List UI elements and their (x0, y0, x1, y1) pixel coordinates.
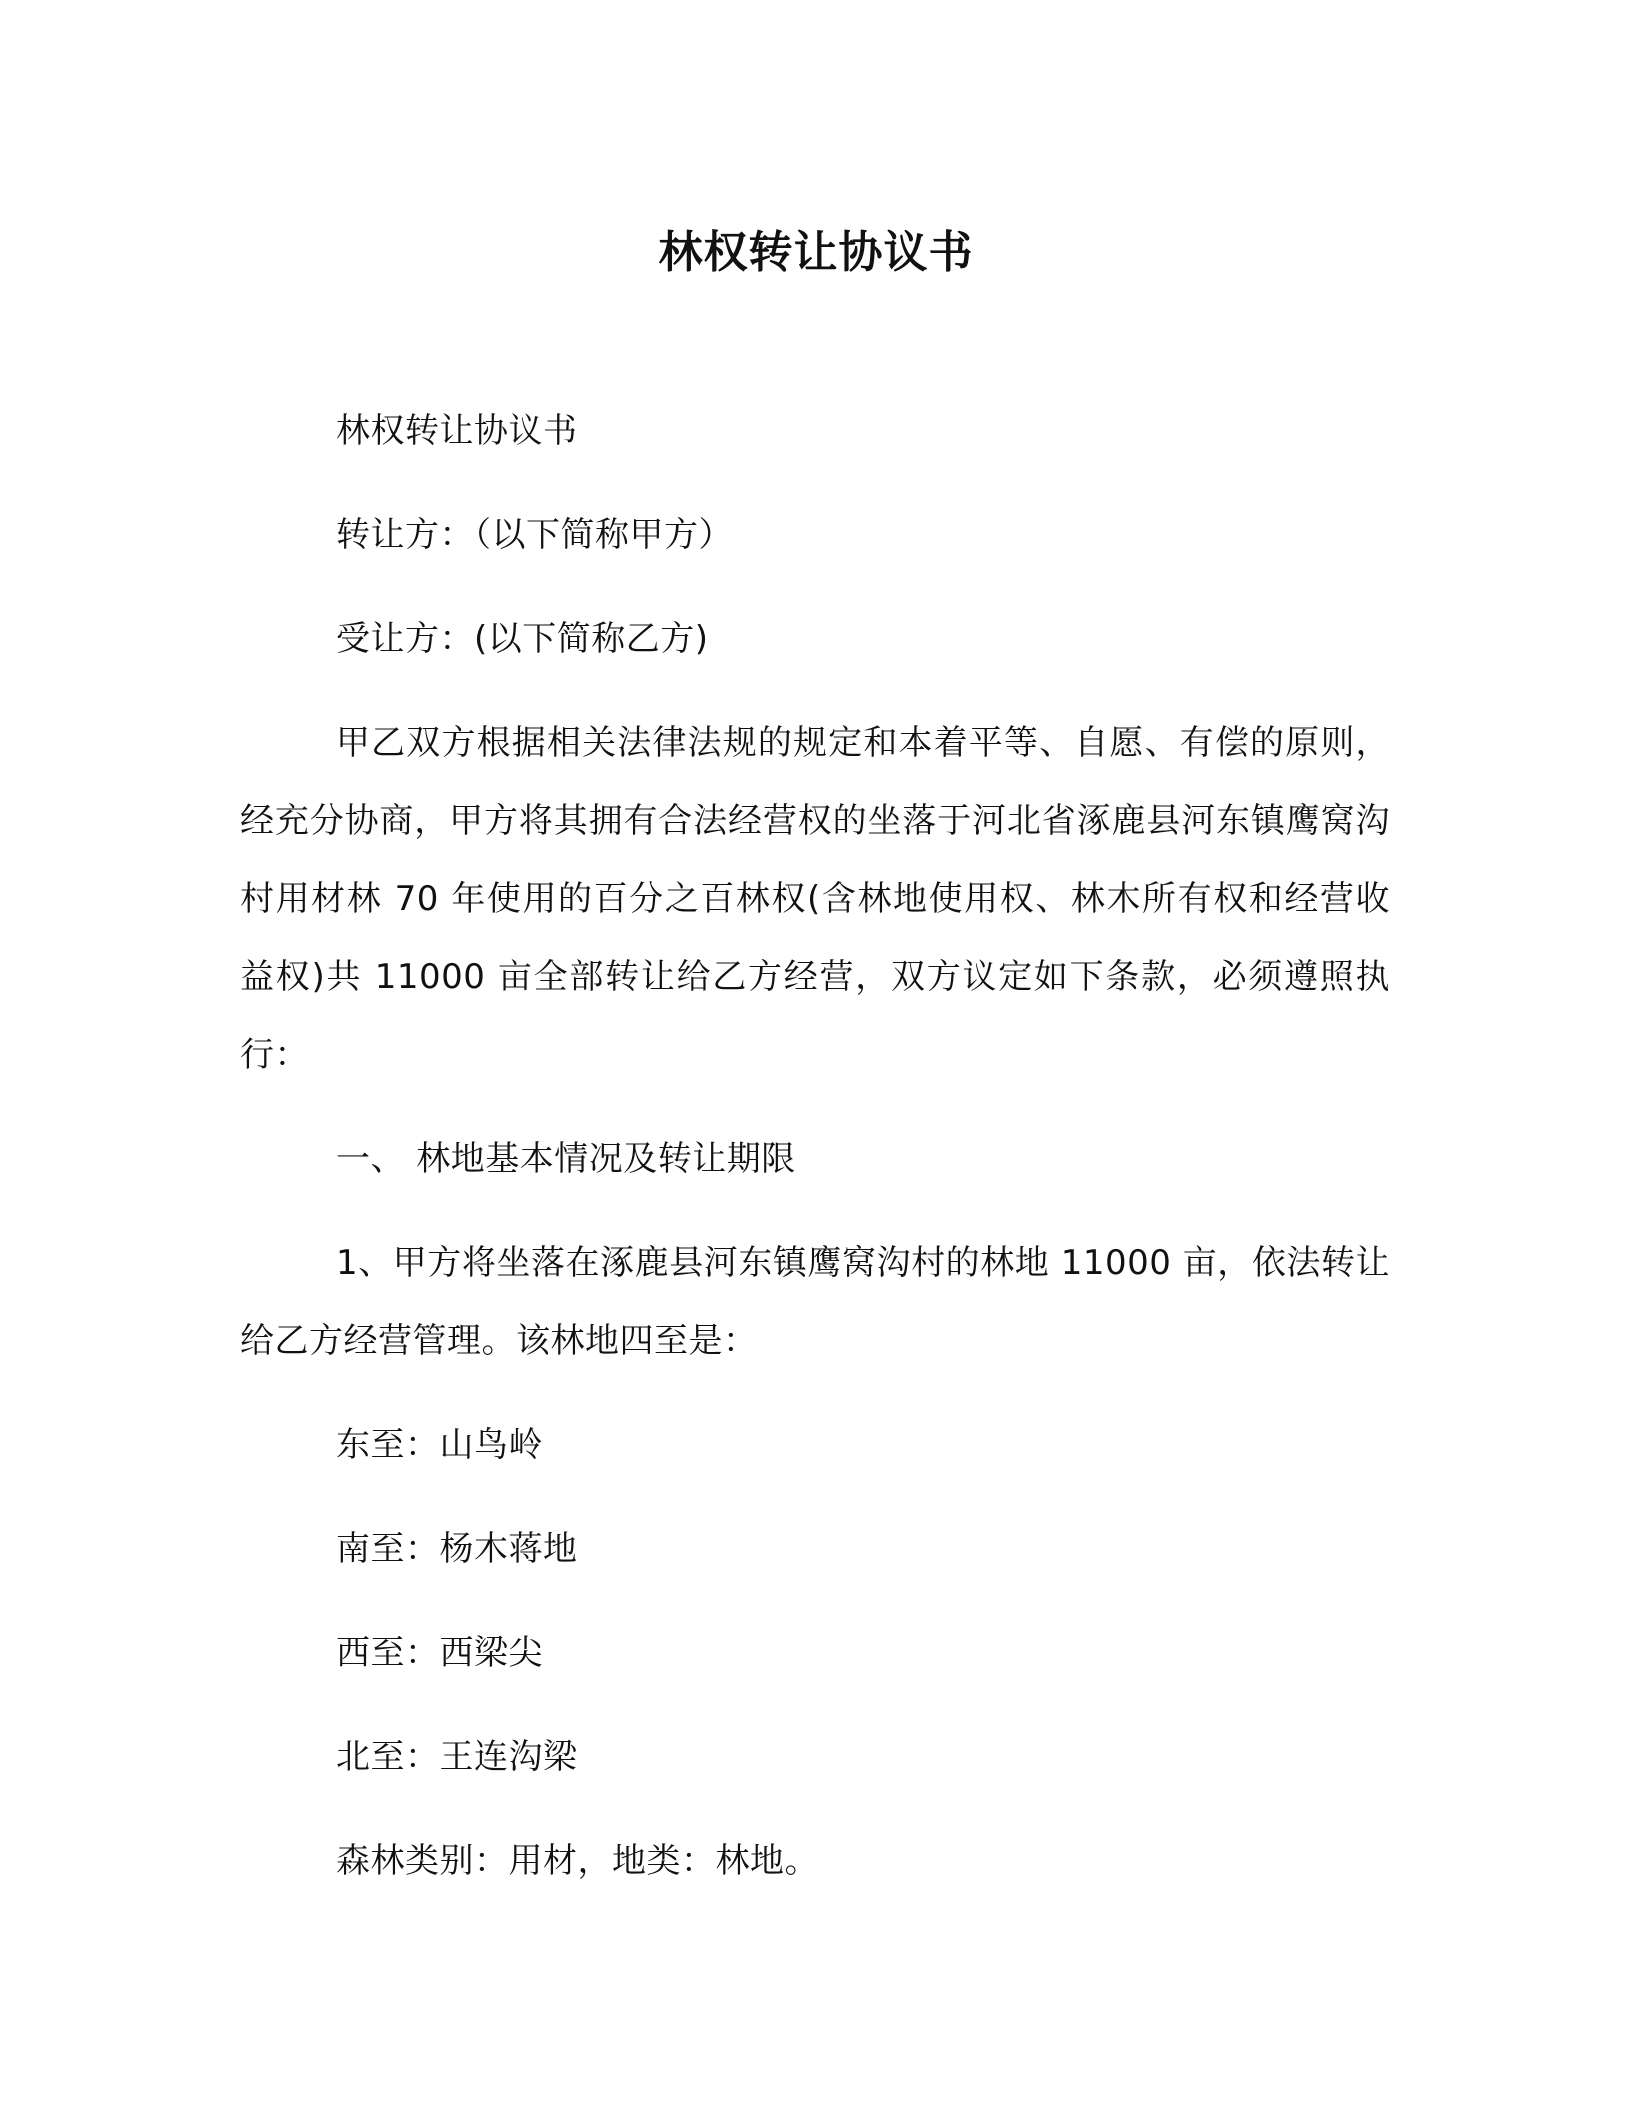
paragraph-transferee: 受让方：(以下简称乙方) (336, 619, 709, 659)
boundary-south: 南至：杨木蒋地 (336, 1529, 578, 1569)
document-body (240, 392, 1390, 1926)
paragraph-clause-1: 1、甲方将坐落在涿鹿县河东镇鹰窝沟村的林地 11000 亩，依法转让给乙方经营管理。该林地四至是： (240, 1243, 1390, 1361)
paragraph-transferor: 转让方：（以下简称甲方） (336, 515, 733, 555)
forest-category: 森林类别：用材，地类：林地。 (336, 1841, 819, 1881)
boundary-north: 北至：王连沟梁 (336, 1737, 578, 1777)
paragraph-preamble: 甲乙双方根据相关法律法规的规定和本着平等、自愿、有偿的原则，经充分协商，甲方将其拥有合法经营权的坐落于河北省涿鹿县河东镇鹰窝沟村用材林 70 年使用的百分之百林权(含林地使用权、林木所有权和经营收益权)共 11000 亩全部转让给乙方经营，双方议定如下条款，必须遵照执行： (240, 723, 1390, 1075)
section-heading-1: 一、 林地基本情况及转让期限 (336, 1139, 796, 1179)
boundary-east: 东至：山鸟岭 (336, 1425, 543, 1465)
document-title: 林权转让协议书 (658, 227, 974, 278)
boundary-west: 西至：西梁尖 (336, 1633, 543, 1673)
paragraph-heading-repeat: 林权转让协议书 (336, 411, 578, 451)
